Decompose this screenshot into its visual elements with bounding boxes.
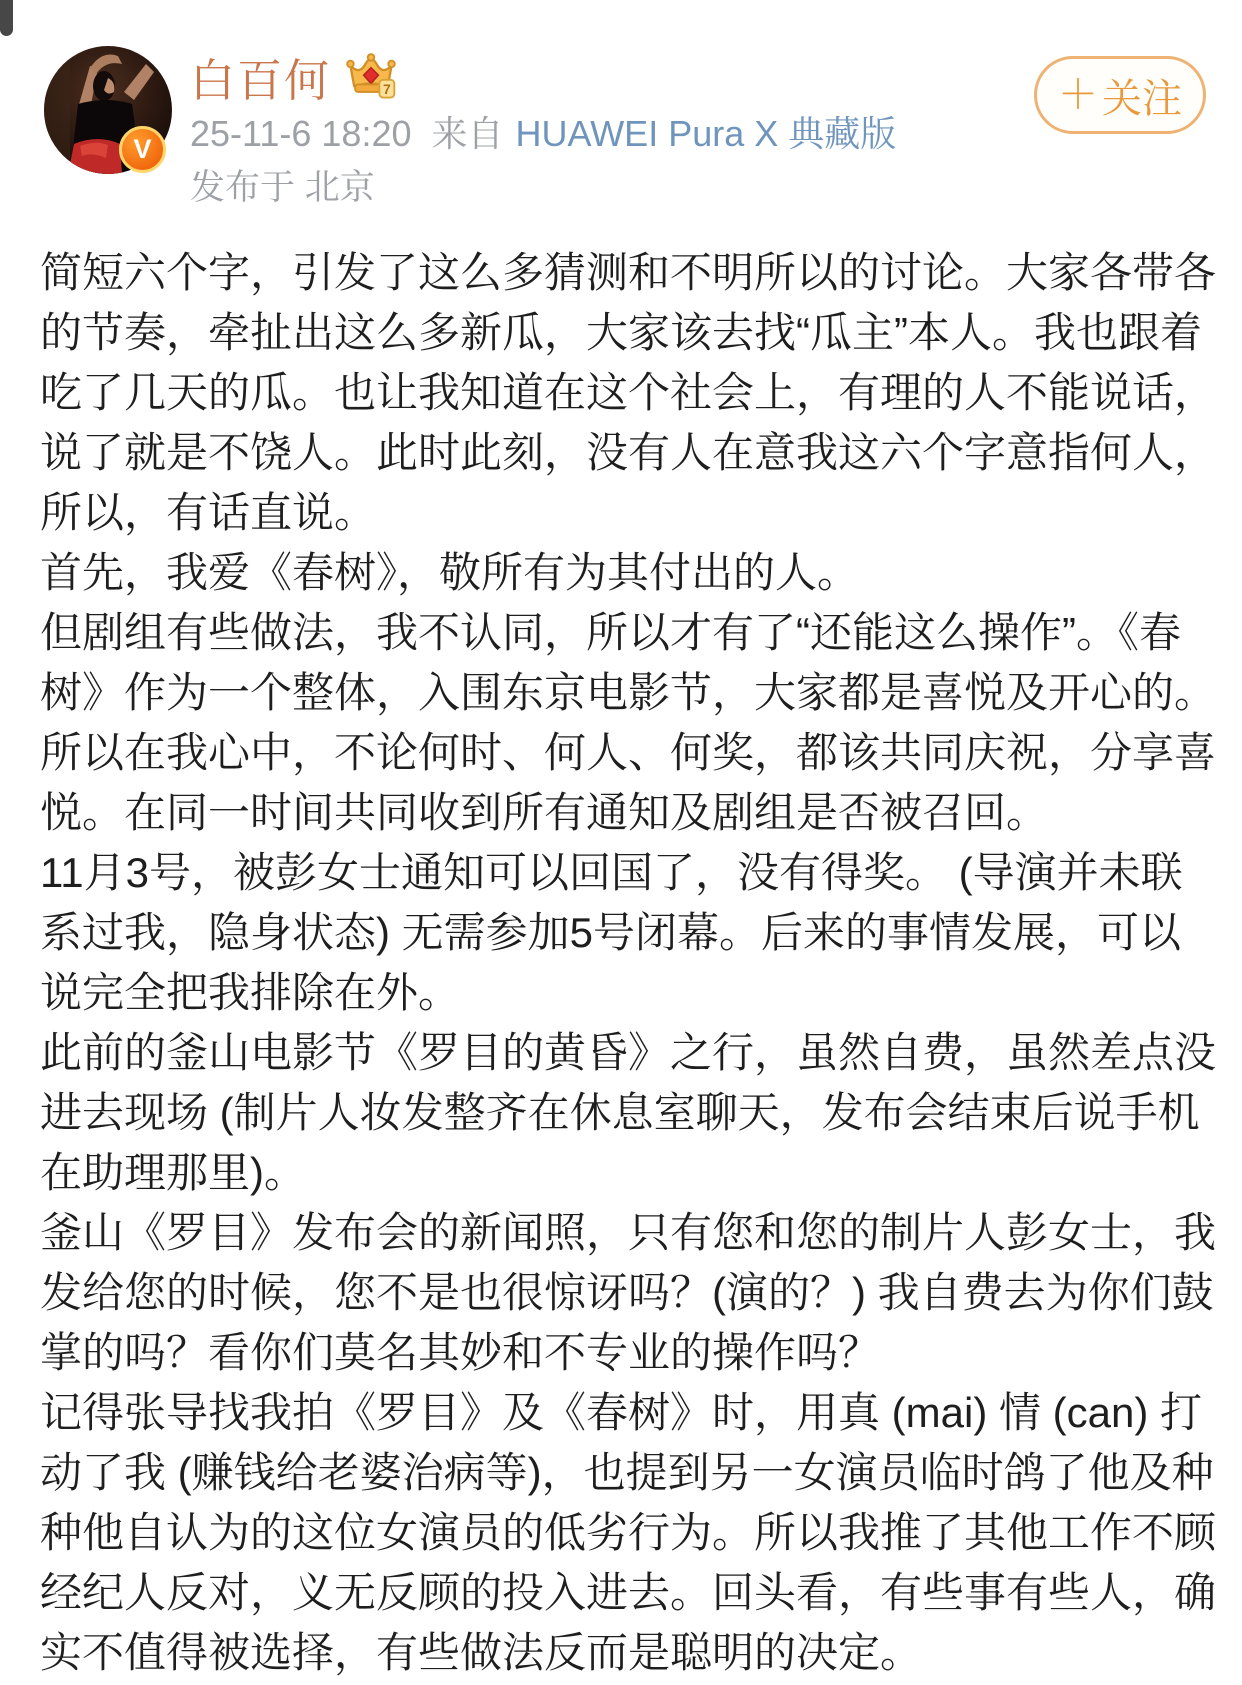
source-device-link[interactable]: HUAWEI Pura X 典藏版 bbox=[515, 113, 897, 154]
vip-crown-icon bbox=[343, 49, 399, 105]
follow-button-label: 关注 bbox=[1102, 76, 1182, 121]
post-paragraph: 此前的釜山电影节《罗目的黄昏》之行，虽然自费，虽然差点没进去现场 (制片人妆发整齐在休息室聊天，发布会结束后说手机在助理那里)。 bbox=[40, 1029, 1217, 1196]
svg-text:7: 7 bbox=[382, 80, 391, 97]
post-paragraph: 但剧组有些做法，我不认同，所以才有了“还能这么操作”。《春树》作为一个整体，入围东京电影节，大家都是喜悦及开心的。所以在我心中，不论何时、何人、何奖，都该共同庆祝，分享喜悦。在同一时间共同收到所有通知及剧组是否被召回。 bbox=[40, 609, 1217, 836]
post-paragraph: 记得张导找我拍《罗目》及《春树》时，用真 (mai) 情 (can) 打动了我 (赚钱给老婆治病等)，也提到另一女演员临时鸽了他及种种他自认为的这位女演员的低劣行为。所以我推了其他工作不顾经纪人反对，义无反顾的投入进去。回头看，有些事有些人，确实不值得被选择，有些做法反而是聪明的决定。 bbox=[40, 1389, 1217, 1676]
timestamp: 25-11-6 18:20 bbox=[190, 113, 412, 154]
post-location: 发布于 北京 bbox=[190, 168, 375, 207]
post-body bbox=[40, 243, 1218, 1683]
post-paragraph: 釜山《罗目》发布会的新闻照，只有您和您的制片人彭女士，我发给您的时候，您不是也很惊讶吗？(演的？) 我自费去为你们鼓掌的吗？看你们莫名其妙和不专业的操作吗？ bbox=[40, 1209, 1217, 1376]
post-paragraph: 首先，我爱《春树》，敬所有为其付出的人。 bbox=[40, 549, 860, 596]
post-paragraph: 11月3号，被彭女士通知可以回国了，没有得奖。 (导演并未联系过我，隐身状态) 无需参加5号闭幕。后来的事情发展，可以说完全把我排除在外。 bbox=[40, 849, 1183, 1016]
plus-icon: ＋ bbox=[1058, 73, 1098, 117]
verified-v-icon: V bbox=[119, 126, 166, 173]
author-name[interactable]: 白百何 bbox=[190, 55, 332, 106]
screenshot-corner-artifact bbox=[0, 0, 13, 36]
avatar[interactable] bbox=[44, 46, 172, 174]
author-row bbox=[190, 44, 399, 109]
post-meta bbox=[190, 106, 896, 157]
post-paragraph: 简短六个字，引发了这么多猜测和不明所以的讨论。大家各带各的节奏，牵扯出这么多新瓜，大家该去找“瓜主”本人。我也跟着吃了几天的瓜。也让我知道在这个社会上，有理的人不能说话，说了就是不饶人。此时此刻，没有人在意我这六个字意指何人，所以，有话直说。 bbox=[40, 249, 1217, 536]
source-prefix: 来自 bbox=[431, 113, 504, 154]
follow-button[interactable] bbox=[1034, 56, 1206, 134]
